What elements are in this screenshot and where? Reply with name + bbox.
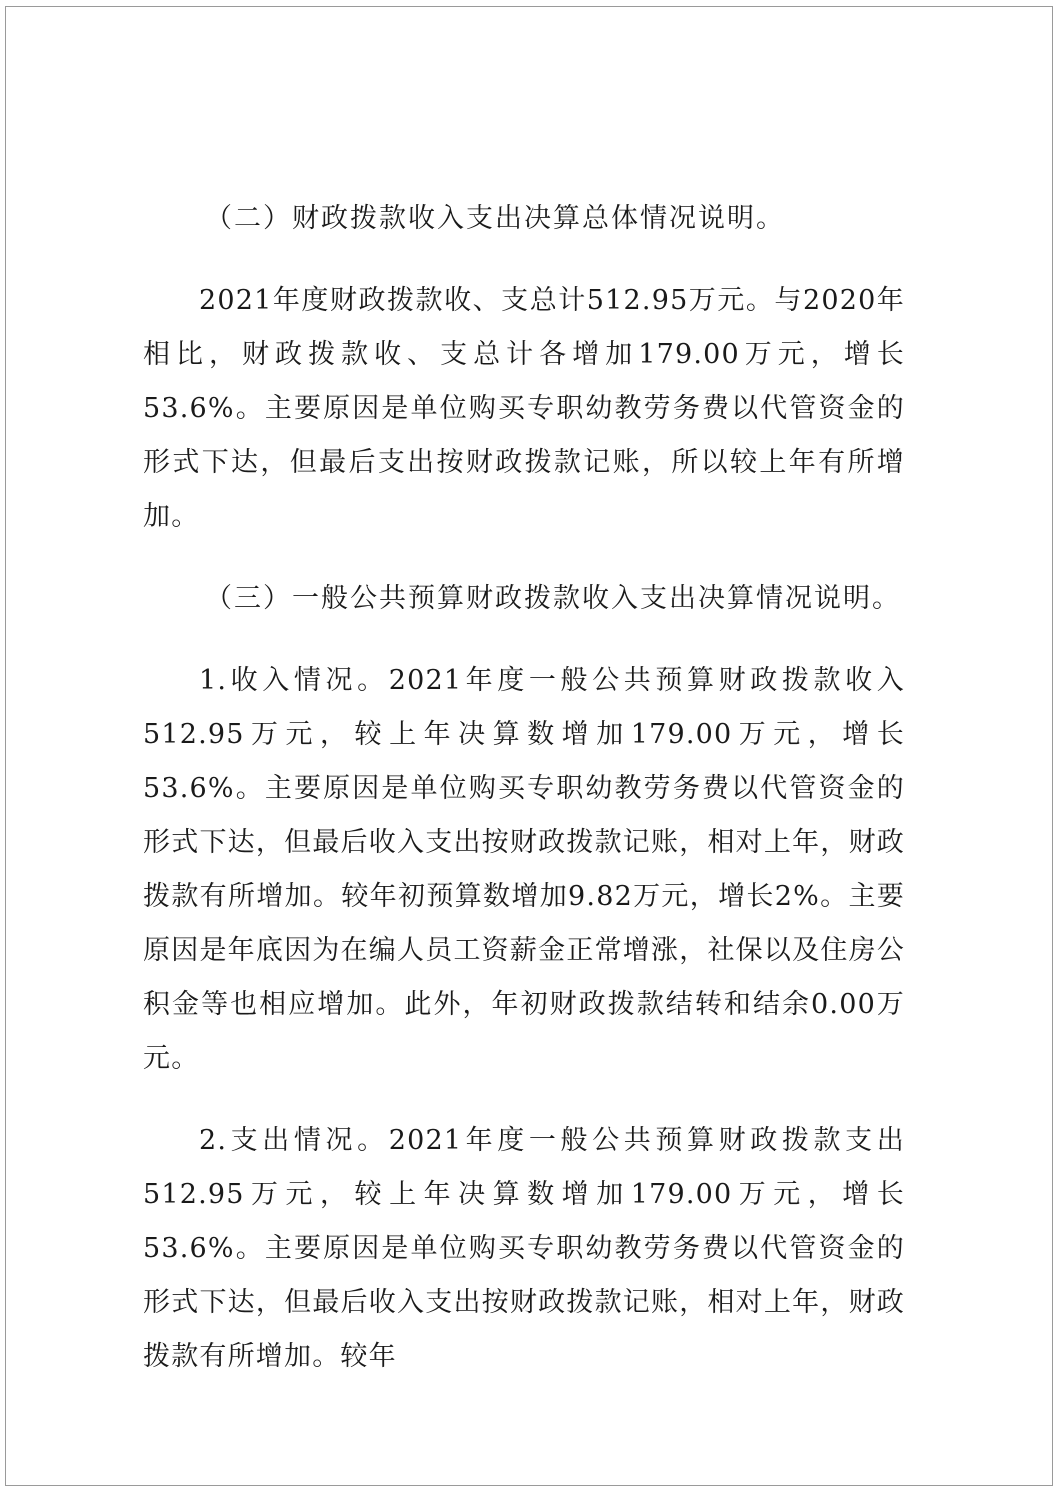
section-3-heading: （三）一般公共预算财政拨款收入支出决算情况说明。 [205, 583, 901, 614]
document-body [143, 192, 905, 1384]
spacer [143, 246, 905, 274]
section-2-paragraph: 2021年度财政拨款收、支总计512.95万元。与2020年相比，财政拨款收、支总计各增加179.00万元，增长53.6%。主要原因是单位购买专职幼教劳务费以代管资金的形式下达，但最后支出按财政拨款记账，所以较上年有所增加。 [143, 285, 905, 532]
income-paragraph: 1.收入情况。2021年度一般公共预算财政拨款收入512.95万元，较上年决算数增加179.00万元，增长53.6%。主要原因是单位购买专职幼教劳务费以代管资金的形式下达，但最后收入支出按财政拨款记账，相对上年，财政拨款有所增加。较年初预算数增加9.82万元，增长2%。主要原因是年底因为在编人员工资薪金正常增涨，社保以及住房公积金等也相应增加。此外，年初财政拨款结转和结余0.00万元。 [143, 665, 905, 1074]
spacer [143, 544, 905, 572]
spacer [143, 1086, 905, 1114]
section-2-heading: （二）财政拨款收入支出决算总体情况说明。 [205, 203, 785, 234]
spacer [143, 626, 905, 654]
expense-paragraph: 2.支出情况。2021年度一般公共预算财政拨款支出512.95万元，较上年决算数增加179.00万元，增长53.6%。主要原因是单位购买专职幼教劳务费以代管资金的形式下达，但最后收入支出按财政拨款记账，相对上年，财政拨款有所增加。较年 [143, 1125, 905, 1372]
